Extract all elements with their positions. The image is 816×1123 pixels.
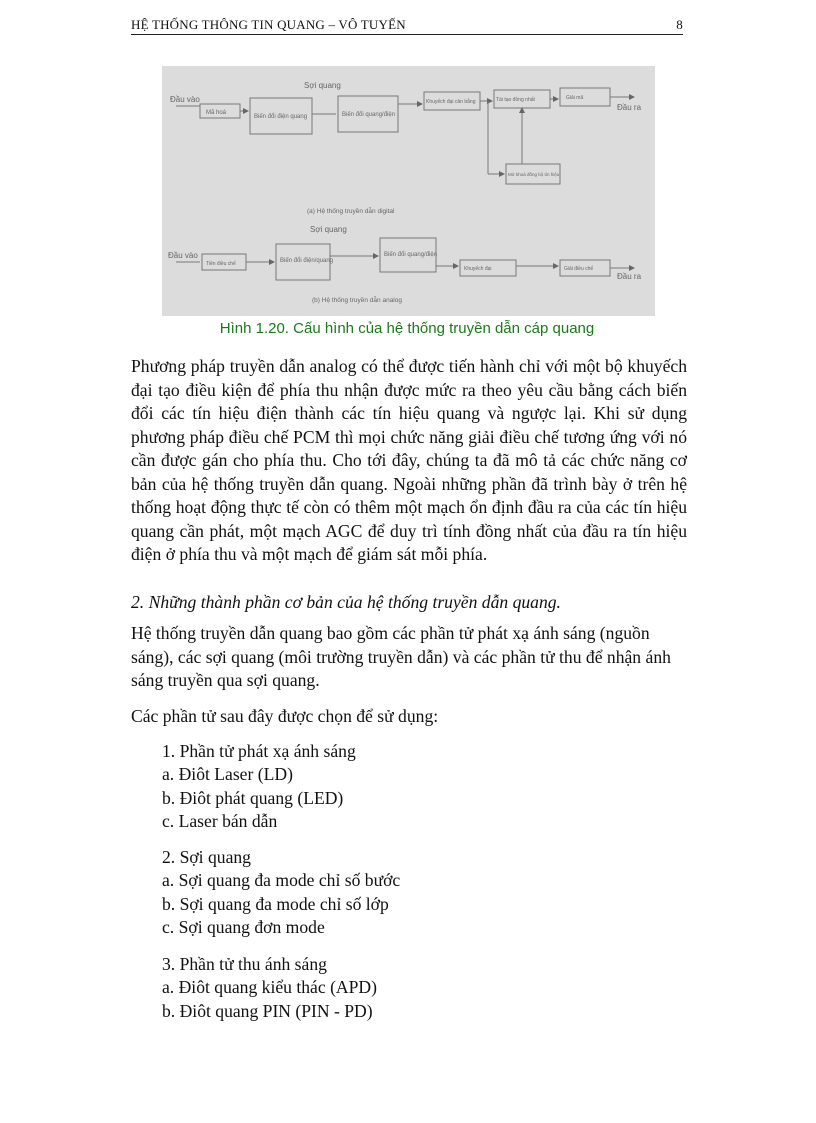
group-title: 2. Sợi quang — [162, 847, 251, 867]
list-item: b. Điôt phát quang (LED) — [162, 787, 344, 808]
digital-block: Biến đổi quang/điện — [342, 112, 396, 118]
paragraph: Phương pháp truyền dẫn analog có thể được tiến hành chỉ với một bộ khuyếch đại tạo điều kiện để phía thu nhận được mức ra theo yêu cầu bằng cách biến đổi các tín hiệu điện thành các tín hiệu quang và ngược lại. Khi sử dụng phương pháp điều chế PCM thì mọi chức năng giải điều chế tương ứng với nó cần được gán cho phía thu. Cho tới đây, chúng ta đã mô tả các chức năng cơ bản của hệ thống truyền dẫn quang. Ngoài những phần đã trình bày ở trên hệ thống hoạt động thực tế còn có thêm một mạch ổn định đầu ra của các tín hiệu quang cần phát, một mạch AGC để duy trì tính đồng nhất của đầu ra tín hiệu điện ở phía thu và một mạch để giám sát mỗi phía. — [131, 356, 687, 564]
figure-caption: Hình 1.20. Cấu hình của hệ thống truyền dẫn cáp quang — [219, 320, 595, 337]
group-title: 3. Phần tử thu ánh sáng — [162, 954, 327, 974]
paragraph: Các phần tử sau đây được chọn để sử dụng: — [131, 706, 439, 726]
analog-block: Giải điều chế — [564, 266, 594, 272]
block-diagram-figure — [162, 66, 655, 316]
list-item: c. Sợi quang đơn mode — [162, 916, 325, 937]
digital-block: Mã hoá — [206, 110, 227, 116]
analog-block: Biến đổi quang/điện — [384, 252, 438, 258]
component-group — [162, 740, 356, 833]
list-item: a. Sợi quang đa mode chỉ số bước — [162, 870, 401, 891]
analog-block: Biến đổi điện/quang — [280, 258, 334, 264]
group-title: 1. Phần tử phát xạ ánh sáng — [162, 741, 356, 761]
list-item: a. Điôt Laser (LD) — [162, 764, 293, 785]
section-heading: 2. Những thành phần cơ bản của hệ thống truyền dẫn quang. — [131, 592, 561, 612]
analog-output-label: Đầu ra — [617, 272, 642, 281]
analog-block: Tiền điều chế — [206, 261, 236, 267]
digital-block: Khuyếch đại cân bằng — [426, 99, 476, 105]
digital-block: Mở khoá đồng bộ tín hiệu — [508, 172, 560, 177]
list-item: c. Laser bán dẫn — [162, 810, 278, 831]
list-item: b. Sợi quang đa mode chỉ số lớp — [162, 893, 389, 914]
digital-block: Biến đổi điện quang — [254, 114, 308, 120]
digital-block: Giải mã — [566, 95, 584, 101]
list-item: b. Điôt quang PIN (PIN - PD) — [162, 1000, 373, 1021]
header-title: HỆ THỐNG THÔNG TIN QUANG – VÔ TUYẾN — [131, 17, 406, 32]
digital-block: Tái tạo đồng nhất — [496, 97, 535, 103]
digital-sublabel: (a) Hệ thống truyền dẫn digital — [307, 208, 395, 215]
list-item: a. Điôt quang kiểu thác (APD) — [162, 977, 377, 998]
analog-input-label: Đầu vào — [168, 251, 198, 260]
page-header — [131, 12, 683, 35]
digital-fiber-label: Sợi quang — [304, 81, 341, 90]
page-number: 8 — [676, 17, 683, 32]
paragraph: Hệ thống truyền dẫn quang bao gồm các phần tử phát xạ ánh sáng (nguồn sáng), các sợi quang (môi trường truyền dẫn) và các phần tử thu để nhận ánh sáng truyền qua sợi quang. — [131, 623, 671, 690]
digital-input-label: Đầu vào — [170, 95, 200, 104]
component-group — [162, 953, 377, 1023]
analog-sublabel: (b) Hệ thống truyền dẫn analog — [312, 297, 402, 304]
analog-block: Khuyếch đại — [464, 266, 492, 272]
analog-fiber-label: Sợi quang — [310, 225, 347, 234]
digital-output-label: Đầu ra — [617, 103, 642, 112]
component-group — [162, 846, 400, 939]
